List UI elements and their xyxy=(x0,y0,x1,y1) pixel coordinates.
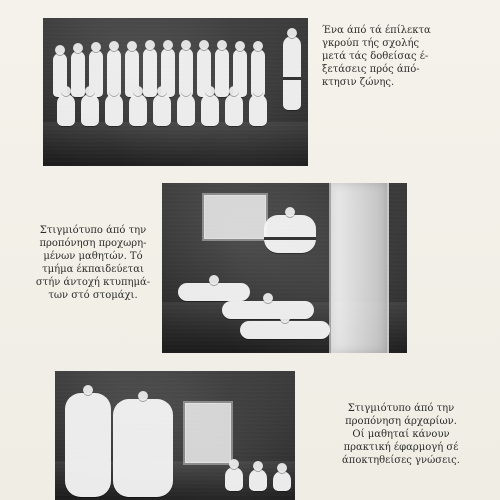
seated-person xyxy=(57,94,75,126)
window-shape xyxy=(183,401,233,465)
student-left xyxy=(65,393,111,497)
instructor-person xyxy=(283,36,301,110)
caption-line: άποκτηθείσες γνώσεις. xyxy=(342,455,460,466)
caption-line: ξετάσεις πρός άπό- xyxy=(322,64,420,75)
standing-person xyxy=(71,51,85,97)
caption-line: Στιγμιότυπο άπό την xyxy=(39,225,147,236)
caption-bottom-right xyxy=(317,402,485,467)
spectator xyxy=(225,467,243,491)
caption-line: μετά τάς δοθείσας έ- xyxy=(322,51,429,62)
seated-person xyxy=(129,94,147,126)
seated-person xyxy=(177,94,195,126)
student-lying xyxy=(178,283,250,301)
window-shape xyxy=(202,193,268,241)
caption-line: Στιγμιότυπο άπό την xyxy=(347,403,455,414)
caption-line: Οί μαθηταί κάνουν xyxy=(352,429,450,440)
seated-person xyxy=(153,94,171,126)
standing-person xyxy=(215,48,229,97)
seated-person xyxy=(225,94,243,126)
caption-line: προπόνηση άρχαρίων. xyxy=(345,416,457,427)
caption-line: των στό στομάχι. xyxy=(48,290,138,301)
black-belt xyxy=(264,237,316,240)
caption-line: πρακτική έφαρμογή σέ xyxy=(343,442,459,453)
caption-line: προπόνηση προχωρη- xyxy=(39,238,147,249)
seated-person xyxy=(201,94,219,126)
caption-line: Ένα άπό τά έπίλεκτα xyxy=(322,25,431,36)
caption-line: μένων μαθητών. Τό xyxy=(43,251,143,262)
standing-person xyxy=(143,48,157,97)
photo-beginners-training xyxy=(55,371,295,500)
caption-line: κτησιν ζώνης. xyxy=(322,77,395,88)
student-lying xyxy=(222,301,314,319)
photo-group xyxy=(43,18,308,166)
student-right xyxy=(113,399,173,497)
student-lying xyxy=(240,321,330,339)
seated-person xyxy=(81,94,99,126)
caption-line: γκρούπ τής σχολής xyxy=(322,38,420,49)
spectator xyxy=(273,471,291,491)
caption-line: στήν άντοχή κτυπημά- xyxy=(35,277,151,288)
tree-trunk xyxy=(329,183,389,353)
instructor-person xyxy=(264,215,316,253)
seated-person xyxy=(105,94,123,126)
photo-advanced-training xyxy=(162,183,407,353)
caption-middle-left xyxy=(29,224,157,302)
caption-top-right xyxy=(322,24,490,89)
black-belt xyxy=(283,77,301,80)
seated-person xyxy=(249,94,267,126)
spectator xyxy=(249,469,267,491)
caption-line: τμήμα έκπαιδεύεται xyxy=(42,264,144,275)
